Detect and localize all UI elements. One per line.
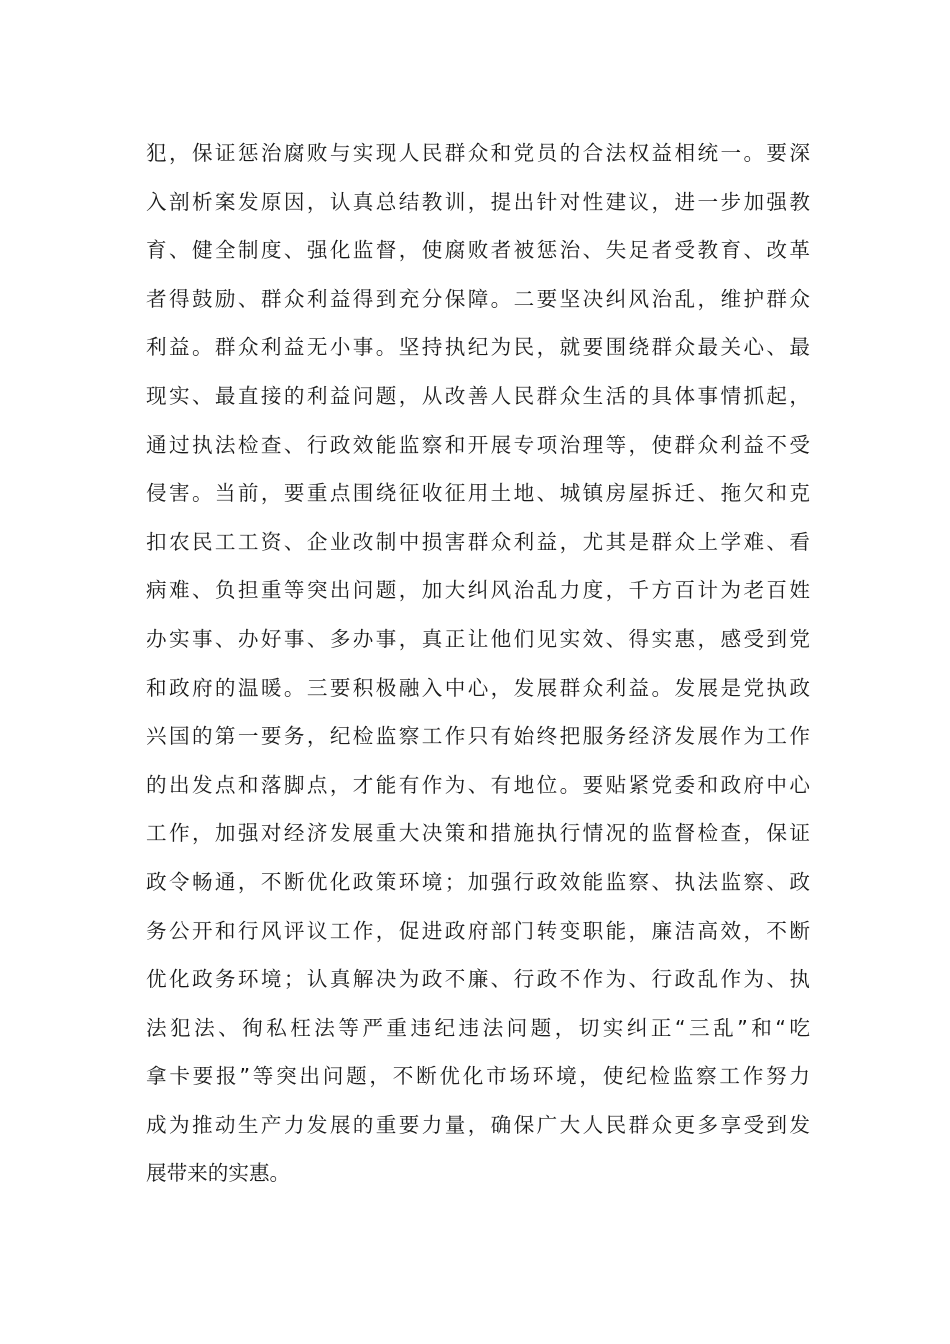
text-line: 优化政务环境；认真解决为政不廉、行政不作为、行政乱作为、执 <box>146 967 810 992</box>
text-line: 犯，保证惩治腐败与实现人民群众和党员的合法权益相统一。要深 <box>146 141 810 165</box>
text-line: 的出发点和落脚点，才能有作为、有地位。要贴紧党委和政府中心 <box>146 772 810 797</box>
text-line: 现实、最直接的利益问题，从改善人民群众生活的具体事情抓起， <box>146 383 810 408</box>
body-paragraph <box>146 136 810 1205</box>
text-line: 展带来的实惠。 <box>146 1161 291 1186</box>
text-line: 和政府的温暖。三要积极融入中心，发展群众利益。发展是党执政 <box>146 675 810 700</box>
text-line: 务公开和行风评议工作，促进政府部门转变职能，廉洁高效，不断 <box>146 918 810 943</box>
text-line: 法犯法、徇私枉法等严重违纪违法问题，切实纠正“三乱”和“吃 <box>146 1015 810 1040</box>
text-line: 办实事、办好事、多办事，真正让他们见实效、得实惠，感受到党 <box>146 626 810 651</box>
text-line: 入剖析案发原因，认真总结教训，提出针对性建议，进一步加强教 <box>146 189 810 214</box>
text-line: 兴国的第一要务，纪检监察工作只有始终把服务经济发展作为工作 <box>146 724 810 749</box>
text-line: 成为推动生产力发展的重要力量，确保广大人民群众更多享受到发 <box>146 1112 810 1137</box>
text-line: 扣农民工工资、企业改制中损害群众利益，尤其是群众上学难、看 <box>146 529 810 554</box>
text-line: 拿卡要报”等突出问题，不断优化市场环境，使纪检监察工作努力 <box>146 1064 810 1089</box>
text-line: 工作，加强对经济发展重大决策和措施执行情况的监督检查，保证 <box>146 821 810 846</box>
text-line: 者得鼓励、群众利益得到充分保障。二要坚决纠风治乱，维护群众 <box>146 286 810 311</box>
text-line: 育、健全制度、强化监督，使腐败者被惩治、失足者受教育、改革 <box>146 238 810 263</box>
text-line: 通过执法检查、行政效能监察和开展专项治理等，使群众利益不受 <box>146 432 810 457</box>
text-line: 利益。群众利益无小事。坚持执纪为民，就要围绕群众最关心、最 <box>146 335 810 360</box>
text-line: 侵害。当前，要重点围绕征收征用土地、城镇房屋拆迁、拖欠和克 <box>146 481 810 506</box>
text-line: 病难、负担重等突出问题，加大纠风治乱力度，千方百计为老百姓 <box>146 578 810 603</box>
text-line: 政令畅通，不断优化政策环境；加强行政效能监察、执法监察、政 <box>146 869 810 894</box>
